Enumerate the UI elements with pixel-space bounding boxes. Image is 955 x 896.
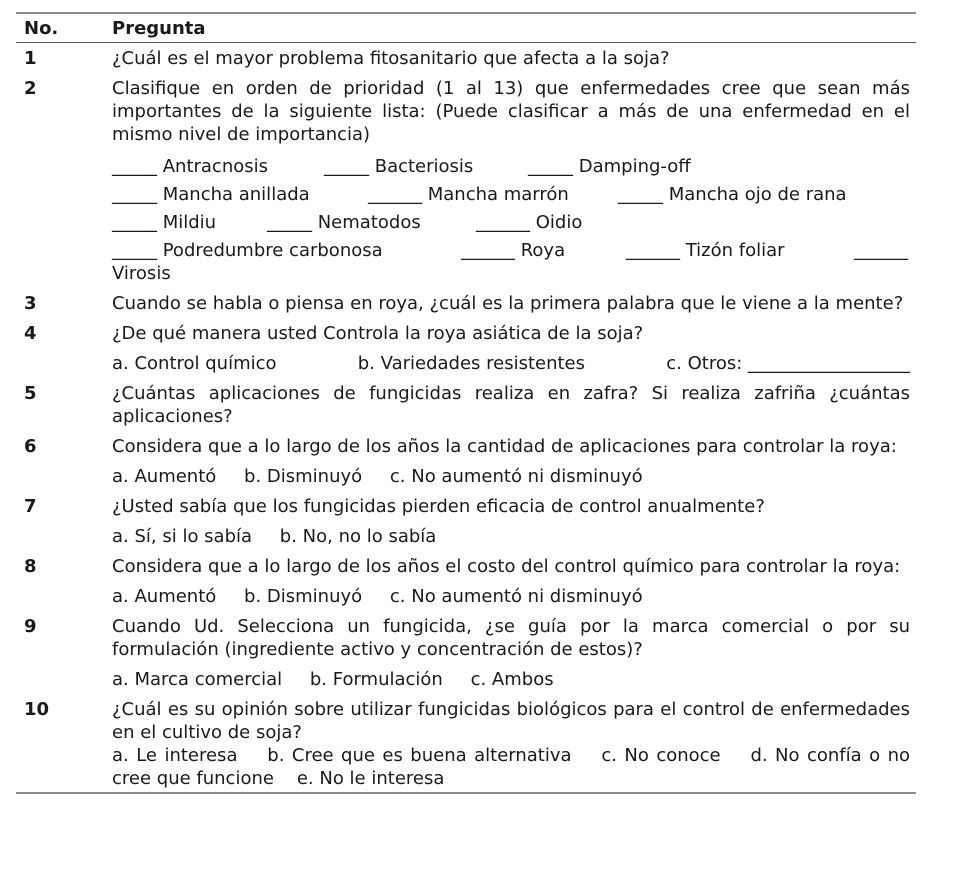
question-text: ¿Cuál es su opinión sobre utilizar fungicidas biológicos para el control de enfermedades en el cultivo de soja? — [112, 699, 910, 743]
question-number: 8 — [24, 556, 37, 577]
questionnaire-table — [16, 12, 916, 794]
question-text: Considera que a lo largo de los años la cantidad de aplicaciones para controlar la roya: — [112, 436, 897, 457]
answer-options — [112, 525, 910, 548]
disease-item: _____ Mancha ojo de rana — [618, 184, 847, 205]
question-text: Considera que a lo largo de los años el costo del control químico para controlar la roya: — [112, 556, 901, 577]
disease-item: ______ Oidio — [476, 212, 583, 233]
disease-item: _____ Antracnosis — [112, 156, 269, 177]
question-text: ¿Cuál es el mayor problema fitosanitario que afecta a la soja? — [112, 48, 670, 69]
answer-options: a. Le interesa b. Cree que es buena alternativa c. No conoce d. No confía o no cree que funcione e. No le interesa — [112, 745, 916, 789]
option: a. Control químico — [112, 353, 277, 374]
question-text: Cuando se habla o piensa en roya, ¿cuál es la primera palabra que le viene a la mente? — [112, 293, 904, 314]
table-row — [16, 47, 916, 70]
option: c. Otros: __________________ — [666, 353, 910, 374]
answer-options — [112, 668, 910, 691]
header-no: No. — [24, 17, 59, 39]
disease-item: _____ Podredumbre carbonosa — [112, 240, 383, 261]
table-row — [16, 435, 916, 488]
question-text: Cuando Ud. Selecciona un fungicida, ¿se guía por la marca comercial o por su formulación (ingrediente activo y concentración de estos)? — [112, 616, 910, 660]
disease-item: _____ Mancha anillada — [112, 184, 310, 205]
disease-item: _____ Nematodos — [267, 212, 421, 233]
question-number: 6 — [24, 436, 37, 457]
disease-item: _____ Damping-off — [528, 156, 691, 177]
option: c. No aumentó ni disminuyó — [389, 586, 643, 607]
question-number: 3 — [24, 293, 37, 314]
option: b. Formulación — [309, 669, 443, 690]
header-question: Pregunta — [112, 17, 206, 39]
option: a. Marca comercial — [112, 669, 283, 690]
table-row — [16, 322, 916, 375]
option: a. Aumentó — [112, 466, 217, 487]
disease-line — [112, 211, 910, 234]
disease-item: ______ Roya — [461, 240, 566, 261]
answer-options — [112, 585, 910, 608]
answer-options — [112, 352, 910, 375]
table-row — [16, 292, 916, 315]
question-text: ¿De qué manera usted Controla la roya asiática de la soja? — [112, 323, 644, 344]
question-number: 9 — [24, 616, 37, 637]
disease-item: _____ Bacteriosis — [324, 156, 474, 177]
disease-item: Virosis — [112, 263, 171, 284]
table-row — [16, 698, 916, 790]
question-number: 5 — [24, 383, 37, 404]
question-number: 2 — [24, 78, 37, 99]
disease-item: ______ Mancha marrón — [368, 184, 569, 205]
table-row — [16, 615, 916, 691]
disease-line — [112, 239, 910, 262]
question-number: 4 — [24, 323, 37, 344]
table-row — [16, 77, 916, 285]
option: a. Aumentó — [112, 586, 217, 607]
table-row — [16, 555, 916, 608]
option: b. No, no lo sabía — [279, 526, 437, 547]
table-row — [16, 495, 916, 548]
option: b. Disminuyó — [244, 586, 363, 607]
disease-item: _____ Mildiu — [112, 212, 217, 233]
question-text: ¿Cuántas aplicaciones de fungicidas realiza en zafra? Si realiza zafriña ¿cuántas aplicaciones? — [112, 383, 910, 427]
question-text: ¿Usted sabía que los fungicidas pierden eficacia de control anualmente? — [112, 496, 765, 517]
disease-item: ______ Tizón foliar — [626, 240, 785, 261]
option: a. Sí, si lo sabía — [112, 526, 253, 547]
option: b. Disminuyó — [244, 466, 363, 487]
question-number: 10 — [24, 699, 50, 720]
answer-options — [112, 465, 910, 488]
table-row — [16, 382, 916, 428]
question-number: 1 — [24, 48, 37, 69]
option: b. Variedades resistentes — [357, 353, 586, 374]
question-number: 7 — [24, 496, 37, 517]
disease-line — [112, 155, 910, 178]
option: c. Ambos — [470, 669, 554, 690]
table-header — [16, 14, 916, 43]
option: c. No aumentó ni disminuyó — [389, 466, 643, 487]
disease-line — [112, 183, 910, 206]
question-text: Clasifique en orden de prioridad (1 al 13) que enfermedades cree que sean más importantes de la siguiente lista: (Puede clasificar a más de una enfermedad en el mismo nivel de importancia) — [112, 78, 910, 145]
disease-item: ______ — [854, 240, 908, 261]
